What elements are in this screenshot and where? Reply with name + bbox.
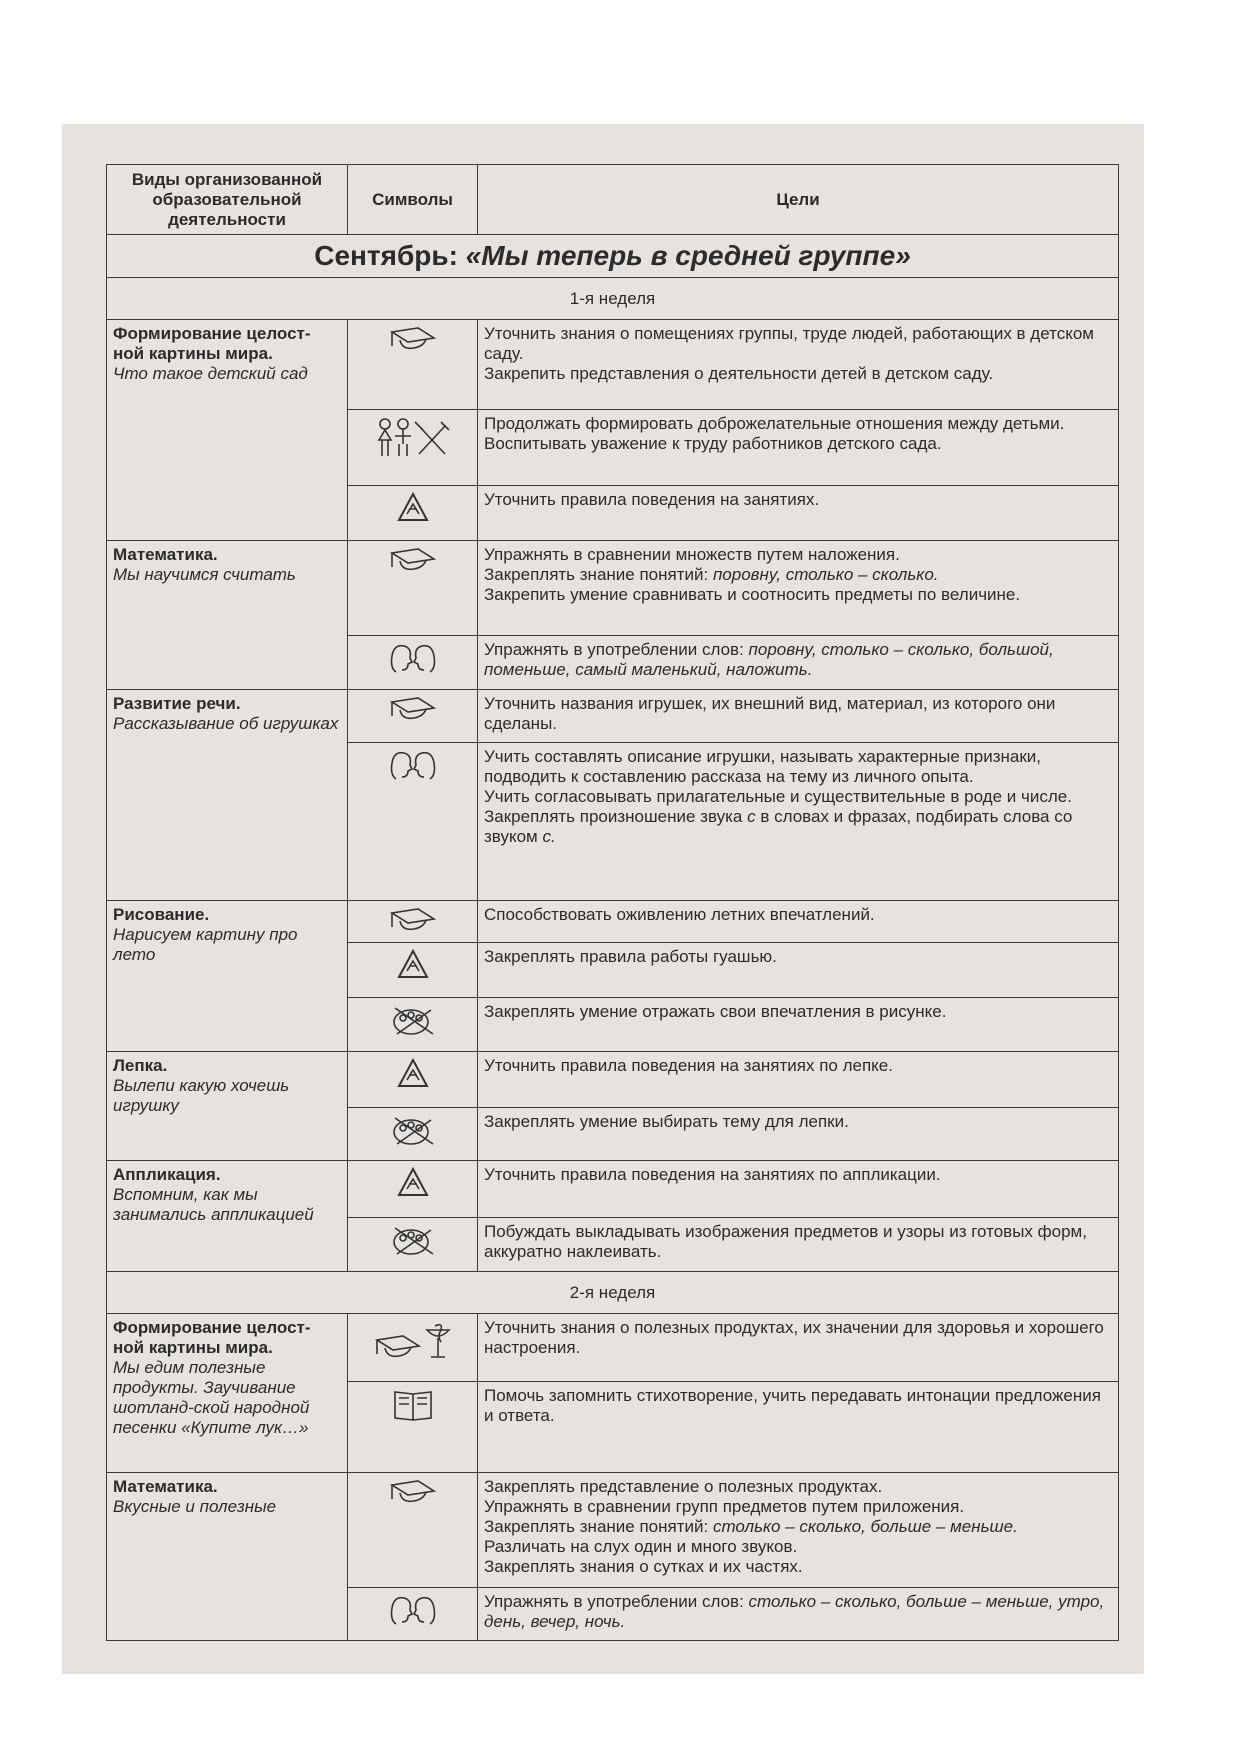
- goal-line: [484, 324, 1112, 364]
- goals-cell: [478, 901, 1119, 943]
- goals-cell: [478, 636, 1119, 690]
- mortarboard-icon: [388, 337, 438, 356]
- goals-cell: [478, 998, 1119, 1052]
- activity-subtitle: Вспомним, как мы занимались аппликацией: [113, 1185, 314, 1224]
- symbols-cell: [348, 486, 478, 541]
- table-row: [107, 1052, 1119, 1108]
- activity-title: Формирование целост-ной картины мира.: [113, 324, 311, 363]
- goal-text: Способствовать оживлению летних впечатлений.: [484, 905, 875, 924]
- symbols-cell: [348, 943, 478, 998]
- goal-line: [484, 1056, 1112, 1076]
- goal-line: [484, 1386, 1112, 1426]
- speaking-heads-icon: [388, 1613, 438, 1632]
- goal-line: [484, 1477, 1112, 1497]
- activity-cell: [107, 690, 348, 901]
- goals-cell: [478, 1382, 1119, 1473]
- goal-text: столько – сколько, больше – меньше, утро, день, вечер, ночь.: [484, 1592, 1105, 1631]
- goal-line: [484, 1517, 1112, 1537]
- table-row: [107, 690, 1119, 743]
- mortarboard-icon: [373, 1345, 423, 1364]
- goal-text: Различать на слух один и много звуков.: [484, 1537, 798, 1556]
- mortarboard-icon: [388, 918, 438, 937]
- goal-text: Закреплять знания о сутках и их частях.: [484, 1557, 803, 1576]
- table-row: [107, 901, 1119, 943]
- goals-cell: [478, 1473, 1119, 1588]
- goal-text: Упражнять в сравнении множеств путем наложения.: [484, 545, 900, 564]
- month-theme: «Мы теперь в средней группе»: [465, 240, 911, 271]
- symbols-cell: [348, 541, 478, 636]
- symbols-cell: [348, 690, 478, 743]
- activity-title: Развитие речи.: [113, 694, 241, 713]
- goals-cell: [478, 943, 1119, 998]
- lesson-plan-table: [106, 164, 1119, 1641]
- month-name: Сентябрь:: [314, 240, 466, 271]
- symbols-cell: [348, 1588, 478, 1641]
- activity-subtitle: Что такое детский сад: [113, 364, 308, 383]
- goal-text: Упражнять в сравнении групп предметов путем приложения.: [484, 1497, 965, 1516]
- activity-subtitle: Рассказывание об игрушках: [113, 714, 339, 733]
- activity-cell: [107, 541, 348, 690]
- goal-text: Уточнить правила поведения на занятиях.: [484, 490, 820, 509]
- goal-text: Упражнять в употреблении слов:: [484, 1592, 749, 1611]
- goal-line: [484, 694, 1112, 734]
- activity-title: Математика.: [113, 545, 218, 564]
- goal-line: [484, 787, 1112, 807]
- goal-line: [484, 565, 1112, 585]
- goal-line: [484, 1165, 1112, 1185]
- goal-text: Продолжать формировать доброжелательные отношения между детьми.: [484, 414, 1065, 433]
- symbols-cell: [348, 901, 478, 943]
- warning-triangle-icon: [397, 507, 429, 526]
- health-bowl-icon: [423, 1345, 453, 1364]
- symbols-cell: [348, 1382, 478, 1473]
- symbols-cell: [348, 1218, 478, 1272]
- goal-text: Закреплять знание понятий:: [484, 565, 713, 584]
- symbols-cell: [348, 1314, 478, 1382]
- goals-cell: [478, 486, 1119, 541]
- goal-text: Закреплять знание понятий:: [484, 1517, 713, 1536]
- symbols-cell: [348, 1161, 478, 1218]
- activity-title: Математика.: [113, 1477, 218, 1496]
- speaking-heads-icon: [388, 661, 438, 680]
- goal-text: Уточнить названия игрушек, их внешний вид, материал, из которого они сделаны.: [484, 694, 1056, 733]
- goals-cell: [478, 541, 1119, 636]
- activity-cell: [107, 320, 348, 541]
- goal-line: [484, 1497, 1112, 1517]
- goals-cell: [478, 1108, 1119, 1161]
- goals-cell: [478, 1314, 1119, 1382]
- activity-cell: [107, 1161, 348, 1272]
- goal-text: с.: [542, 827, 556, 846]
- symbols-cell: [348, 1052, 478, 1108]
- mortarboard-icon: [388, 707, 438, 726]
- activity-cell: [107, 901, 348, 1052]
- goals-cell: [478, 1052, 1119, 1108]
- activity-subtitle: Вкусные и полезные: [113, 1497, 277, 1516]
- goal-text: Закреплять умение отражать свои впечатления в рисунке.: [484, 1002, 947, 1021]
- symbols-cell: [348, 320, 478, 410]
- activity-subtitle: Нарисуем картину про лето: [113, 925, 298, 964]
- table-row: [107, 320, 1119, 410]
- activity-subtitle: Вылепи какую хочешь игрушку: [113, 1076, 290, 1115]
- activity-title: Лепка.: [113, 1056, 168, 1075]
- table-row: [107, 541, 1119, 636]
- palette-icon: [391, 1243, 435, 1262]
- symbols-cell: [348, 1473, 478, 1588]
- goal-text: Уточнить правила поведения на занятиях по лепке.: [484, 1056, 893, 1075]
- goals-cell: [478, 1161, 1119, 1218]
- goals-cell: [478, 410, 1119, 486]
- table-row: [107, 1161, 1119, 1218]
- goal-text: Побуждать выкладывать изображения предметов и узоры из готовых форм, аккуратно наклеивать.: [484, 1222, 1087, 1261]
- goal-line: [484, 1537, 1112, 1557]
- symbols-cell: [348, 410, 478, 486]
- warning-triangle-icon: [397, 1073, 429, 1092]
- activity-title: Аппликация.: [113, 1165, 221, 1184]
- week-label: 1-я неделя: [107, 278, 1119, 320]
- warning-triangle-icon: [397, 1182, 429, 1201]
- goal-text: Учить составлять описание игрушки, называть характерные признаки, подводить к составлению рассказа на тему из личного опыта.: [484, 747, 1041, 786]
- goal-text: в словах и фразах, подбирать слова со звуком: [484, 807, 1073, 846]
- goals-cell: [478, 690, 1119, 743]
- goal-text: Закрепить представления о деятельности детей в детском саду.: [484, 364, 994, 383]
- goal-line: [484, 545, 1112, 565]
- header-activity-types: Виды организованной образовательной деятельности: [107, 165, 348, 235]
- goal-line: [484, 585, 1112, 605]
- symbols-cell: [348, 743, 478, 901]
- goal-text: Упражнять в употреблении слов:: [484, 640, 749, 659]
- goal-text: Закреплять умение выбирать тему для лепки.: [484, 1112, 849, 1131]
- goal-text: Помочь запомнить стихотворение, учить передавать интонации предложения и ответа.: [484, 1386, 1101, 1425]
- goals-cell: [478, 1218, 1119, 1272]
- goal-line: [484, 747, 1112, 787]
- goal-text: Учить согласовывать прилагательные и существительные в роде и числе.: [484, 787, 1072, 806]
- goal-text: Уточнить знания о помещениях группы, труде людей, работающих в детском саду.: [484, 324, 1094, 363]
- goal-text: Уточнить правила поведения на занятиях по аппликации.: [484, 1165, 941, 1184]
- week-label: 2-я неделя: [107, 1272, 1119, 1314]
- palette-icon: [391, 1023, 435, 1042]
- book-icon: [391, 1409, 435, 1428]
- goal-text: поровну, столько – сколько.: [712, 565, 939, 584]
- goal-text: столько – сколько, больше – меньше.: [712, 1517, 1018, 1536]
- goal-text: с: [747, 807, 756, 826]
- table-row: [107, 1314, 1119, 1382]
- goal-text: Закреплять представление о полезных продуктах.: [484, 1477, 883, 1496]
- goal-text: Закреплять правила работы гуашью.: [484, 947, 777, 966]
- activity-cell: [107, 1052, 348, 1161]
- header-goals: Цели: [478, 165, 1119, 235]
- activity-title: Рисование.: [113, 905, 210, 924]
- header-symbols: Символы: [348, 165, 478, 235]
- goal-line: [484, 414, 1112, 434]
- goal-line: [484, 434, 1112, 454]
- children-tools-icon: [375, 449, 451, 468]
- goals-cell: [478, 743, 1119, 901]
- symbols-cell: [348, 636, 478, 690]
- goal-text: Закреплять произношение звука: [484, 807, 748, 826]
- goal-line: [484, 947, 1112, 967]
- goal-line: [484, 640, 1112, 680]
- goal-line: [484, 364, 1112, 384]
- goal-text: Закрепить умение сравнивать и соотносить предметы по величине.: [484, 585, 1021, 604]
- goal-line: [484, 905, 1112, 925]
- goal-line: [484, 490, 1112, 510]
- goal-line: [484, 1222, 1112, 1262]
- symbols-cell: [348, 1108, 478, 1161]
- goal-text: поровну, столько – сколько, большой, поменьше, самый маленький, наложить.: [484, 640, 1054, 679]
- goal-text: Уточнить знания о полезных продуктах, их значении для здоровья и хорошего настроения.: [484, 1318, 1104, 1357]
- activity-subtitle: Мы едим полезные продукты. Заучивание шотланд-ской народной песенки «Купите лук…»: [113, 1358, 310, 1437]
- goal-line: [484, 1592, 1112, 1632]
- warning-triangle-icon: [397, 964, 429, 983]
- palette-icon: [391, 1133, 435, 1152]
- goal-line: [484, 1002, 1112, 1022]
- goal-line: [484, 1112, 1112, 1132]
- goals-cell: [478, 1588, 1119, 1641]
- month-title: [107, 235, 1119, 278]
- activity-title: Формирование целост-ной картины мира.: [113, 1318, 311, 1357]
- activity-cell: [107, 1473, 348, 1641]
- activity-subtitle: Мы научимся считать: [113, 565, 296, 584]
- goal-line: [484, 1557, 1112, 1577]
- mortarboard-icon: [388, 558, 438, 577]
- mortarboard-icon: [388, 1490, 438, 1509]
- table-row: [107, 1473, 1119, 1588]
- goal-text: Воспитывать уважение к труду работников детского сада.: [484, 434, 942, 453]
- goals-cell: [478, 320, 1119, 410]
- goal-line: [484, 1318, 1112, 1358]
- speaking-heads-icon: [388, 768, 438, 787]
- goal-line: [484, 807, 1112, 847]
- symbols-cell: [348, 998, 478, 1052]
- activity-cell: [107, 1314, 348, 1473]
